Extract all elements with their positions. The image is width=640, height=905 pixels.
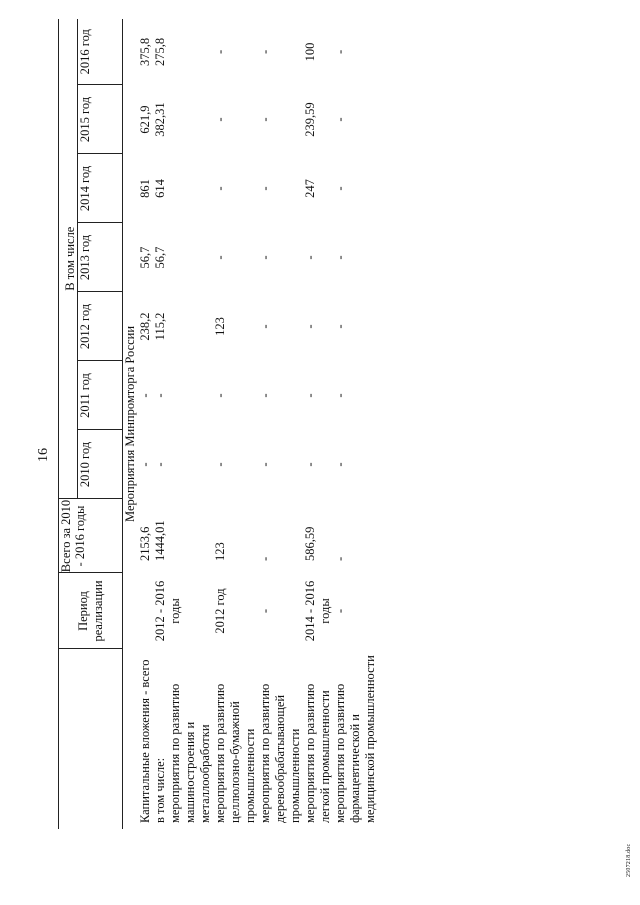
header-incl: В том числе: [59, 19, 78, 499]
row-value: -: [138, 393, 152, 398]
row-value: -: [303, 462, 317, 467]
row-label: в том числе: мероприятия по развитию машиностроения и металлообработки: [153, 683, 212, 823]
row-label: мероприятия по развитию легкой промышленности: [303, 683, 332, 823]
row-value: 621,9: [138, 105, 152, 134]
row-label: Капитальные вложения - всего: [138, 659, 152, 823]
header-year: 2010 год: [78, 430, 123, 499]
row-period: -: [333, 608, 347, 614]
row-period: [138, 573, 153, 649]
table-row: [138, 19, 153, 829]
row-value: -: [333, 462, 347, 467]
row-value: -: [258, 117, 272, 122]
row-total: -: [333, 556, 347, 561]
row-value: -: [258, 324, 272, 329]
row-value: -: [213, 117, 227, 122]
row-period: 2012 - 2016 годы: [153, 580, 182, 642]
row-label: мероприятия по развитию целлюлозно-бумажной промышленности: [213, 683, 257, 823]
table-row: [213, 19, 258, 829]
row-value: -: [333, 117, 347, 122]
row-value: -: [303, 324, 317, 329]
row-value: 861: [138, 179, 152, 198]
doc-id: 2507218.doc: [626, 843, 632, 877]
row-value: -: [213, 186, 227, 191]
row-total: 123: [213, 542, 227, 561]
row-value: 56,7: [153, 246, 167, 269]
table-row: [153, 19, 213, 829]
row-value: -: [333, 324, 347, 329]
budget-table: [58, 19, 378, 829]
row-value: -: [153, 393, 167, 398]
row-value: -: [333, 49, 347, 55]
row-value: 115,2: [153, 312, 167, 341]
page-number: 16: [36, 448, 51, 462]
row-value: 123: [213, 317, 227, 336]
row-value: -: [258, 462, 272, 467]
row-value: -: [333, 255, 347, 260]
row-value: -: [213, 255, 227, 260]
row-label: мероприятия по развитию фармацевтической и медицинской промышленности: [333, 655, 377, 823]
row-value: -: [213, 49, 227, 55]
row-value: 238,2: [138, 312, 152, 341]
table-row: [333, 19, 378, 829]
header-period: Период реализации: [59, 573, 123, 649]
row-value: -: [303, 393, 317, 398]
row-value: 382,31: [153, 102, 167, 137]
header-year: 2014 год: [78, 154, 123, 223]
row-value: 239,59: [303, 102, 317, 137]
row-period: -: [258, 608, 272, 614]
row-value: -: [153, 462, 167, 467]
header-year: 2013 год: [78, 223, 123, 292]
row-total: 2153,6: [138, 526, 152, 561]
row-value: 614: [153, 179, 167, 198]
row-total: 586,59: [303, 526, 317, 561]
section-row: [123, 19, 138, 829]
header-label-col: [59, 649, 123, 829]
row-label: мероприятия по развитию деревообрабатывающей промышленности: [258, 683, 302, 823]
header-year: 2011 год: [78, 361, 123, 430]
row-total: 1444,01: [153, 520, 167, 561]
header-year: 2016 год: [78, 19, 123, 85]
row-value: 275,8: [153, 37, 167, 67]
row-period: 2012 год: [213, 588, 227, 634]
row-total: -: [258, 556, 272, 561]
header-year: 2015 год: [78, 85, 123, 154]
row-value: 100: [303, 42, 317, 62]
row-value: -: [213, 393, 227, 398]
table-row: [258, 19, 303, 829]
row-value: -: [258, 49, 272, 55]
header-row-1: [59, 19, 78, 829]
row-value: -: [258, 255, 272, 260]
row-value: -: [138, 462, 152, 467]
row-period: 2014 - 2016 годы: [303, 580, 332, 642]
row-value: 56,7: [138, 246, 152, 269]
row-value: -: [333, 186, 347, 191]
row-value: -: [333, 393, 347, 398]
section-title: Мероприятия Минпромторга России: [123, 325, 137, 522]
row-value: 247: [303, 179, 317, 198]
header-total: Всего за 2010 - 2016 годы: [59, 499, 123, 573]
header-year: 2012 год: [78, 292, 123, 361]
table-row: [303, 19, 333, 829]
row-value: -: [303, 255, 317, 260]
row-value: -: [258, 393, 272, 398]
row-value: -: [258, 186, 272, 191]
row-value: -: [213, 462, 227, 467]
row-value: 375,8: [138, 37, 152, 67]
